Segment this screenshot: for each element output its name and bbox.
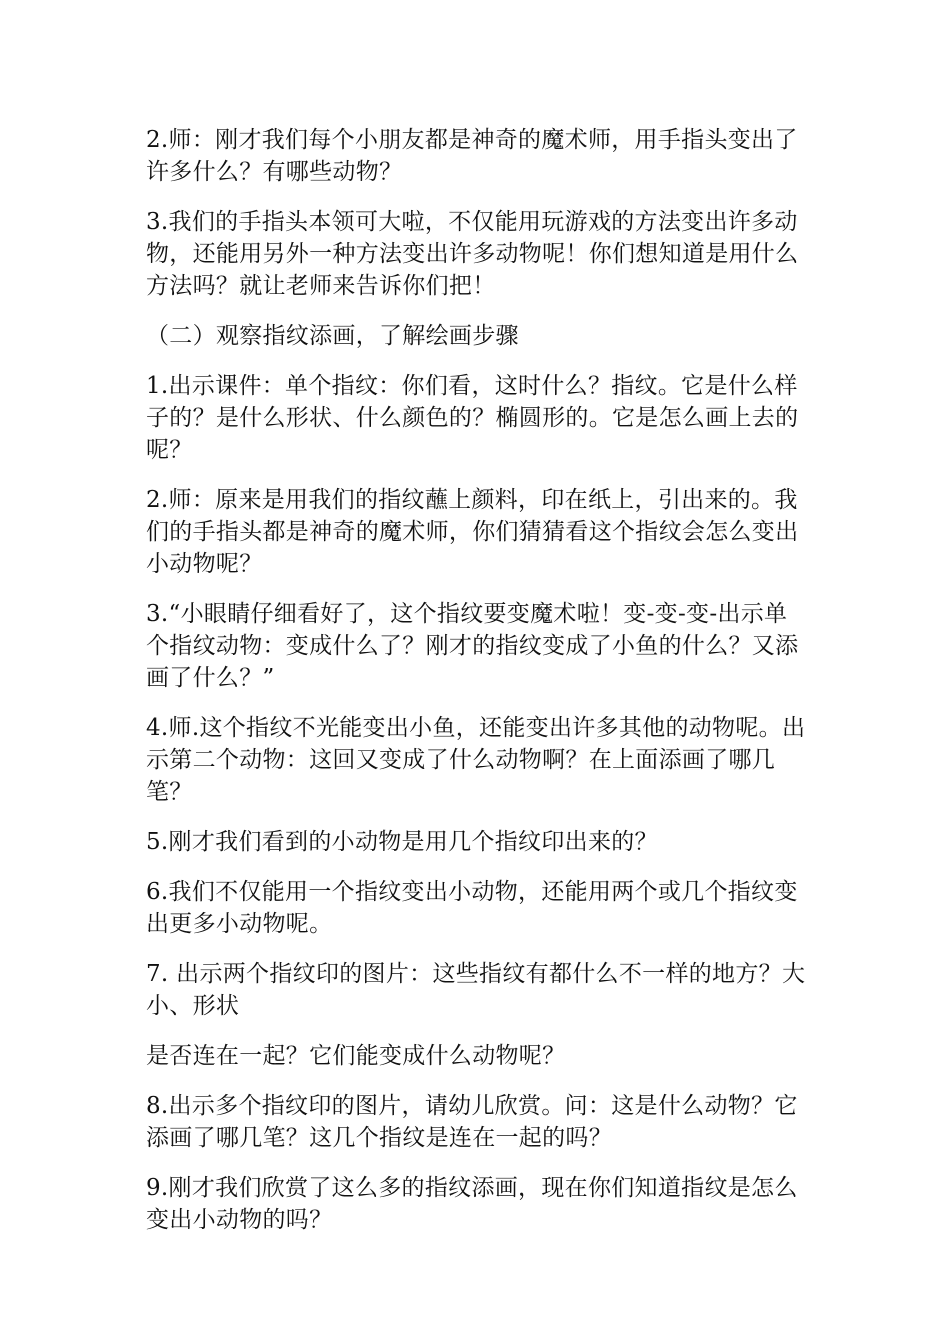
paragraph-5: 3.“小眼睛仔细看好了，这个指纹要变魔术啦！变-变-变-出示单个指纹动物：变成什么了？刚才的指纹变成了小鱼的什么？又添画了什么？” (146, 601, 799, 691)
paragraph-4: 2.师：原来是用我们的指纹蘸上颜料，印在纸上，引出来的。我们的手指头都是神奇的魔术师，你们猜猜看这个指纹会怎么变出小动物呢？ (146, 487, 799, 577)
paragraph-1: 2.师：刚才我们每个小朋友都是神奇的魔术师，用手指头变出了许多什么？有哪些动物？ (146, 127, 798, 185)
paragraph-6: 4.师.这个指纹不光能变出小鱼，还能变出许多其他的动物呢。出示第二个动物：这回又变成了什么动物啊？在上面添画了哪几笔？ (146, 715, 806, 805)
paragraph-12: 9.刚才我们欣赏了这么多的指纹添画，现在你们知道指纹是怎么变出小动物的吗？ (146, 1175, 798, 1233)
section-heading: （二）观察指纹添画，了解绘画步骤 (146, 323, 519, 349)
paragraph-10: 是否连在一起？它们能变成什么动物呢？ (146, 1043, 566, 1069)
paragraph-3: 1.出示课件：单个指纹：你们看，这时什么？指纹。它是什么样子的？是什么形状、什么颜色的？椭圆形的。它是怎么画上去的呢？ (146, 373, 799, 463)
paragraph-9: 7. 出示两个指纹印的图片：这些指纹有都什么不一样的地方？大小、形状 (146, 961, 806, 1019)
paragraph-7: 5.刚才我们看到的小动物是用几个指纹印出来的？ (146, 829, 658, 855)
paragraph-11: 8.出示多个指纹印的图片，请幼儿欣赏。问：这是什么动物？它添画了哪几笔？这几个指纹是连在一起的吗？ (146, 1093, 798, 1151)
document-body (146, 124, 806, 1254)
paragraph-2: 3.我们的手指头本领可大啦，不仅能用玩游戏的方法变出许多动物，还能用另外一种方法变出许多动物呢！你们想知道是用什么方法吗？就让老师来告诉你们把！ (146, 209, 799, 299)
paragraph-8: 6.我们不仅能用一个指纹变出小动物，还能用两个或几个指纹变出更多小动物呢。 (146, 879, 798, 937)
